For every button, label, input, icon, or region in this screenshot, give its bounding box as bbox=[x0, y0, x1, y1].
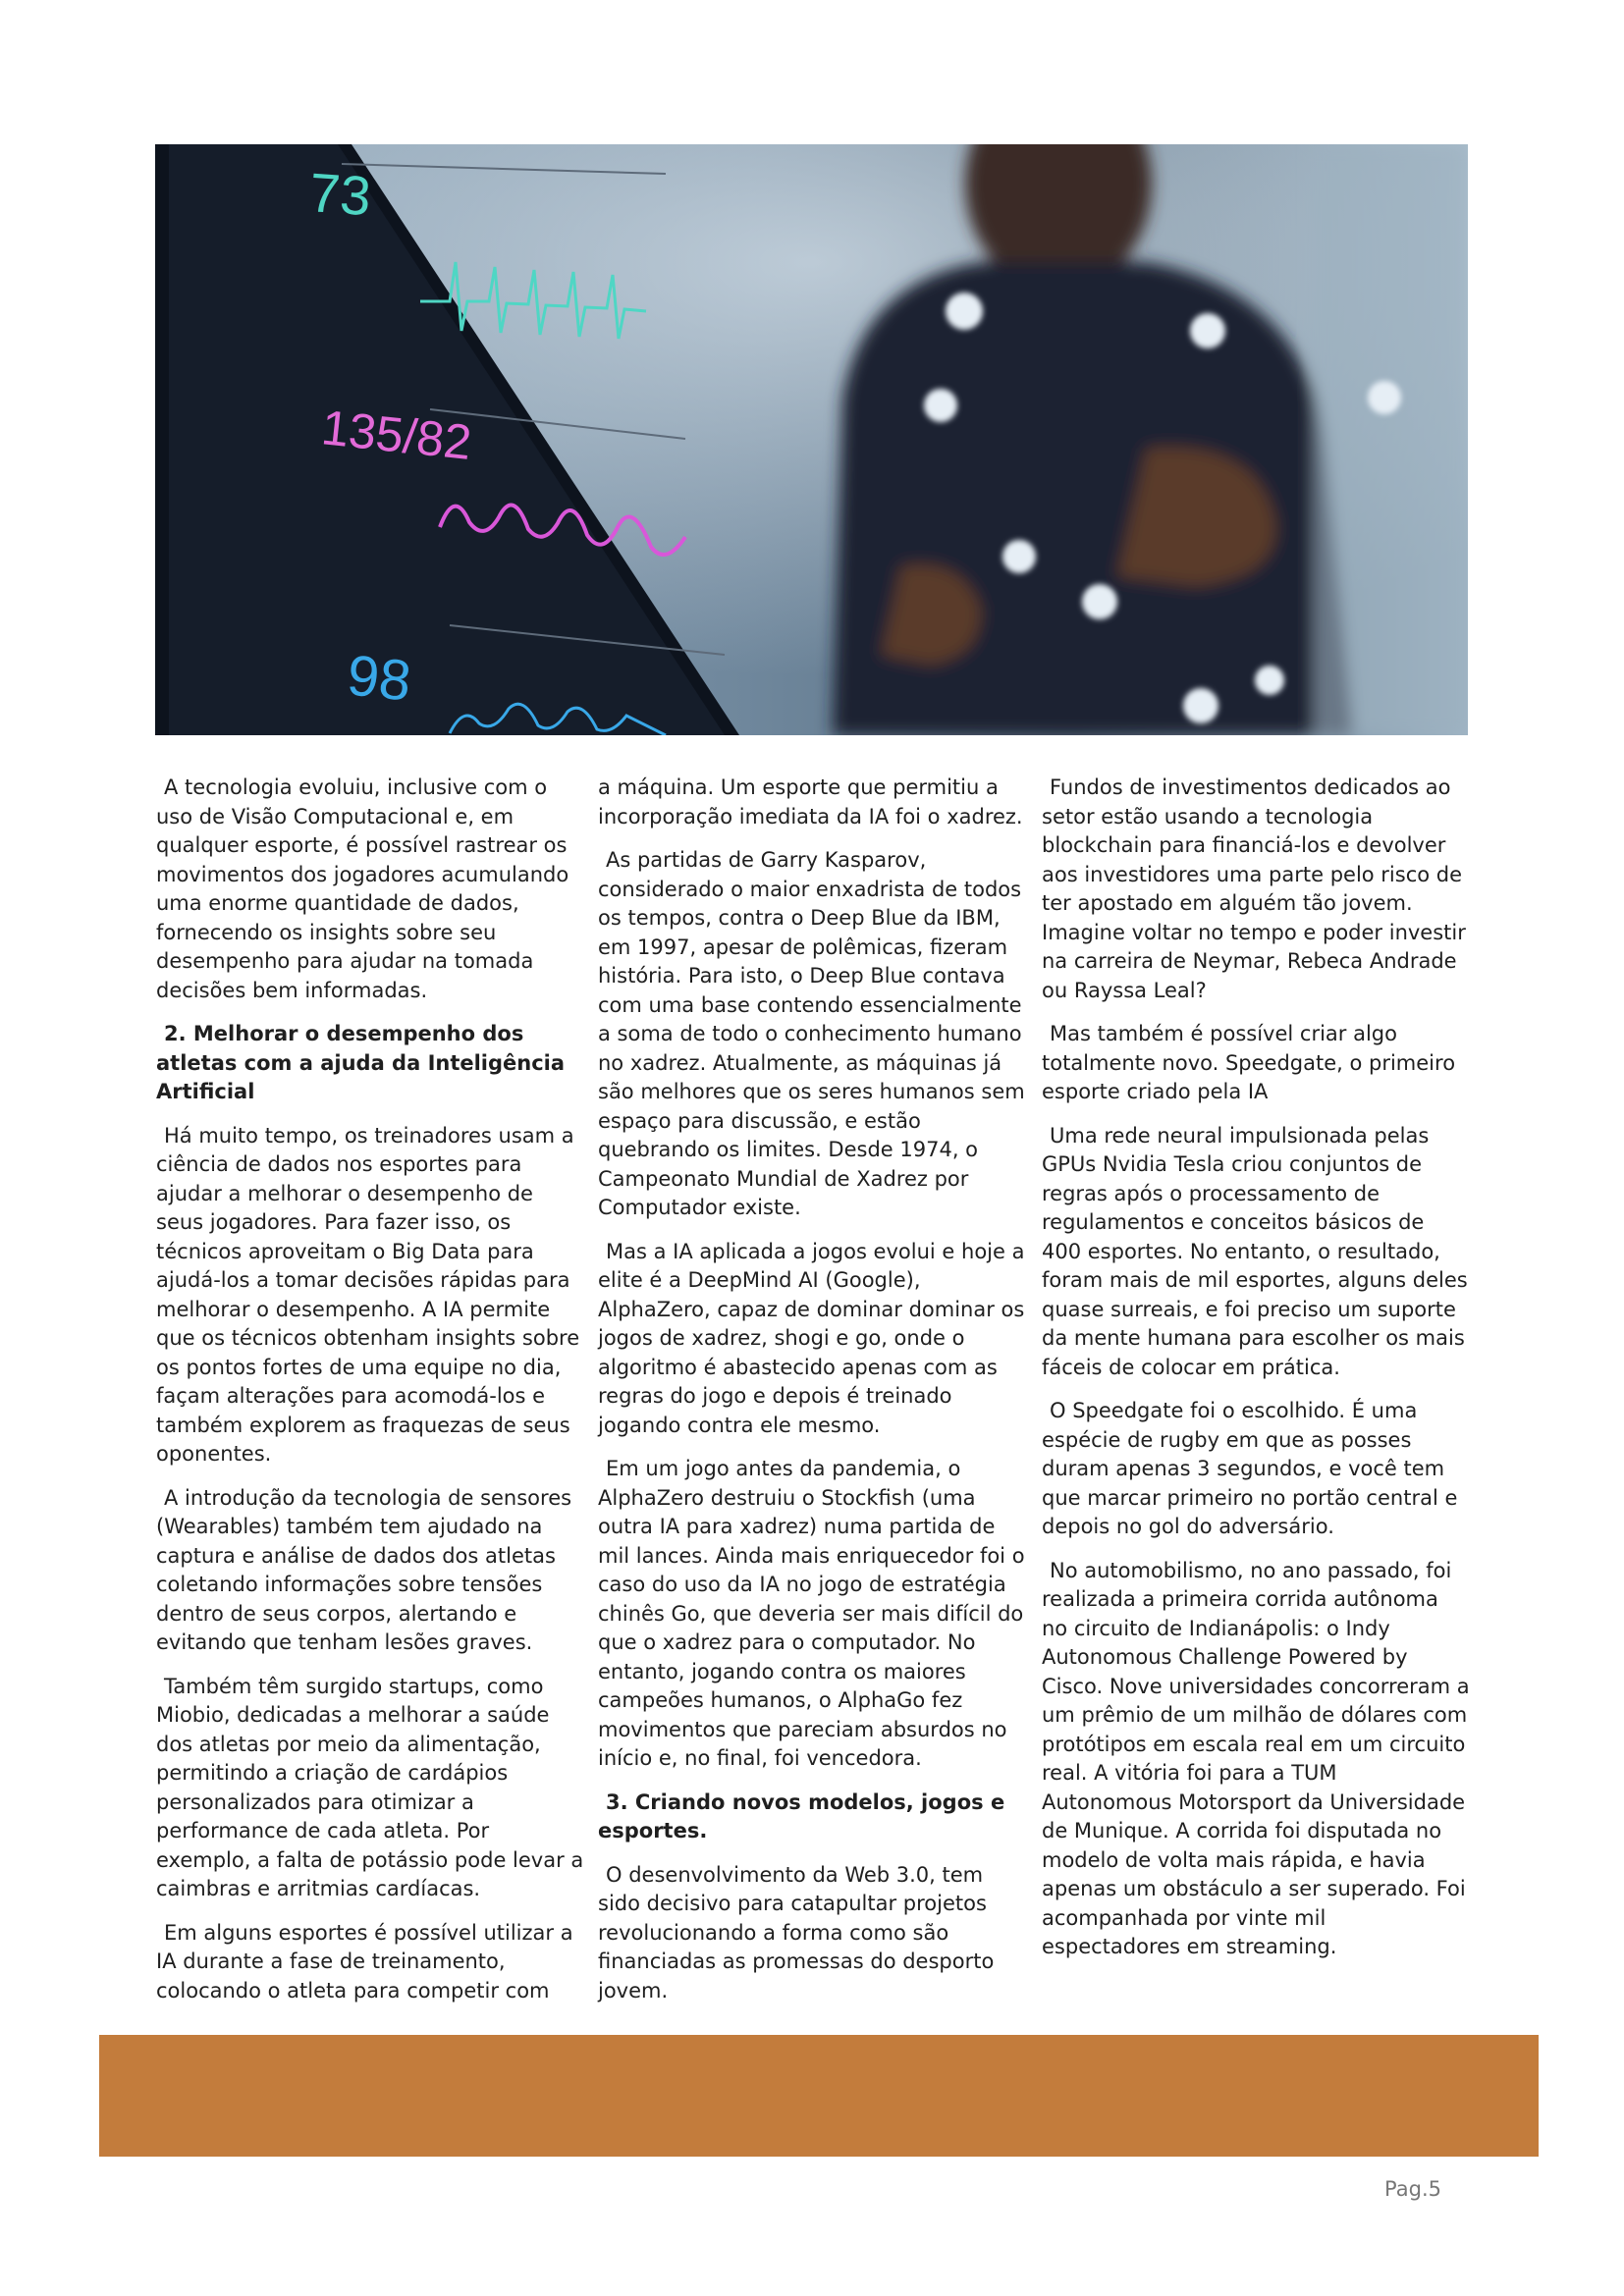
paragraph: A introdução da tecnologia de sensores (Wearables) também tem ajudado na captura e análise de dados dos atletas coletando informações sobre tensões dentro de seus corpos, alertando e evitando que tenham lesões graves. bbox=[156, 1485, 572, 1654]
section-heading: 3. Criando novos modelos, jogos e esportes. bbox=[598, 1789, 1005, 1842]
paragraph: Uma rede neural impulsionada pelas GPUs Nvidia Tesla criou conjuntos de regras após o processamento de regulamentos e conceitos básicos de 400 esportes. No entanto, o resultado, foram mais de mil esportes, alguns deles quase surreais, e foi preciso um suporte da mente humana para escolher os mais fáceis de colocar em prática. bbox=[1042, 1123, 1468, 1379]
paragraph: Mas a IA aplicada a jogos evolui e hoje a elite é a DeepMind AI (Google), AlphaZero, capaz de dominar dominar os jogos de xadrez, shogi e go, onde o algoritmo é abastecido apenas com as regras do jogo e depois é treinado jogando contra ele mesmo. bbox=[598, 1239, 1025, 1437]
text-column-2 bbox=[598, 774, 1026, 2020]
text-column-1 bbox=[156, 774, 584, 2020]
athlete-monitor-photo bbox=[155, 144, 1468, 735]
paragraph: O desenvolvimento da Web 3.0, tem sido decisivo para catapultar projetos revolucionando a forma como são financiadas as promessas do desporto jovem. bbox=[598, 1862, 995, 2002]
paragraph: Há muito tempo, os treinadores usam a ciência de dados nos esportes para ajudar a melhorar o desempenho de seus jogadores. Para fazer isso, os técnicos aproveitam o Big Data para ajudá-los a tomar decisões rápidas para melhorar o desempenho. A IA permite que os técnicos obtenham insights sobre os pontos fortes de uma equipe no dia, façam alterações para acomodá-los e também explorem as fraquezas de seus oponentes. bbox=[156, 1123, 580, 1466]
paragraph: Fundos de investimentos dedicados ao setor estão usando a tecnologia blockchain para financiá-los e devolver aos investidores uma parte pelo risco de ter apostado em alguém tão jovem. Imagine voltar no tempo e poder investir na carreira de Neymar, Rebeca Andrade ou Rayssa Leal? bbox=[1042, 775, 1466, 1002]
page-number: Pag.5 bbox=[1384, 2177, 1441, 2201]
paragraph: O Speedgate foi o escolhido. É uma espécie de rugby em que as posses duram apenas 3 segundos, e você tem que marcar primeiro no portão central e depois no gol do adversário. bbox=[1042, 1399, 1458, 1538]
section-heading: 2. Melhorar o desempenho dos atletas com a ajuda da Inteligência Artificial bbox=[156, 1022, 566, 1103]
paragraph: Em um jogo antes da pandemia, o AlphaZero destruiu o Stockfish (uma outra IA para xadrez) numa partida de mil lances. Ainda mais enriquecedor foi o caso do uso da IA no jogo de estratégia chinês Go, que deveria ser mais difícil do que o xadrez para o computador. No entanto, jogando contra os maiores campeões humanos, o AlphaGo fez movimentos que pareciam absurdos no início e, no final, foi vencedora. bbox=[598, 1457, 1025, 1770]
blood-pressure-reading: 135/82 bbox=[318, 400, 474, 470]
paragraph: a máquina. Um esporte que permitiu a incorporação imediata da IA foi o xadrez. bbox=[598, 775, 1023, 828]
text-column-3 bbox=[1042, 774, 1470, 1977]
paragraph: Mas também é possível criar algo totalmente novo. Speedgate, o primeiro esporte criado pela IA bbox=[1042, 1022, 1456, 1103]
paragraph: No automobilismo, no ano passado, foi realizada a primeira corrida autônoma no circuito de Indianápolis: o Indy Autonomous Challenge Powered by Cisco. Nove universidades concorreram a um prêmio de um milhão de dólares com protótipos em escala real em um circuito real. A vitória foi para a TUM Autonomous Motorsport da Universidade de Munique. A corrida foi disputada no modelo de volta mais rápida, e havia apenas um obstáculo a ser superado. Foi acompanhada por vinte mil espectadores em streaming. bbox=[1042, 1558, 1470, 1958]
spo2-reading: 98 bbox=[344, 643, 414, 714]
heart-rate-reading: 73 bbox=[307, 161, 373, 228]
paragraph: As partidas de Garry Kasparov, considerado o maior enxadrista de todos os tempos, contra o Deep Blue da IBM, em 1997, apesar de polêmicas, fizeram história. Para isto, o Deep Blue contava com uma base contendo essencialmente a soma de todo o conhecimento humano no xadrez. Atualmente, as máquinas já são melhores que os seres humanos sem espaço para discussão, e estão quebrando os limites. Desde 1974, o Campeonato Mundial de Xadrez por Computador existe. bbox=[598, 848, 1025, 1219]
paragraph: Também têm surgido startups, como Miobio, dedicadas a melhorar a saúde dos atletas por meio da alimentação, permitindo a criação de cardápios personalizados para otimizar a performance de cada atleta. Por exemplo, a falta de potássio pode levar a caimbras e arritmias cardíacas. bbox=[156, 1674, 584, 1900]
hero-image bbox=[155, 144, 1468, 735]
paragraph: Em alguns esportes é possível utilizar a IA durante a fase de treinamento, colocando o atleta para competir com bbox=[156, 1920, 573, 2002]
paragraph: A tecnologia evoluiu, inclusive com o uso de Visão Computacional e, em qualquer esporte, é possível rastrear os movimentos dos jogadores acumulando uma enorme quantidade de dados, fornecendo os insights sobre seu desempenho para ajudar na tomada decisões bem informadas. bbox=[156, 775, 569, 1002]
footer-color-band bbox=[99, 2035, 1539, 2157]
